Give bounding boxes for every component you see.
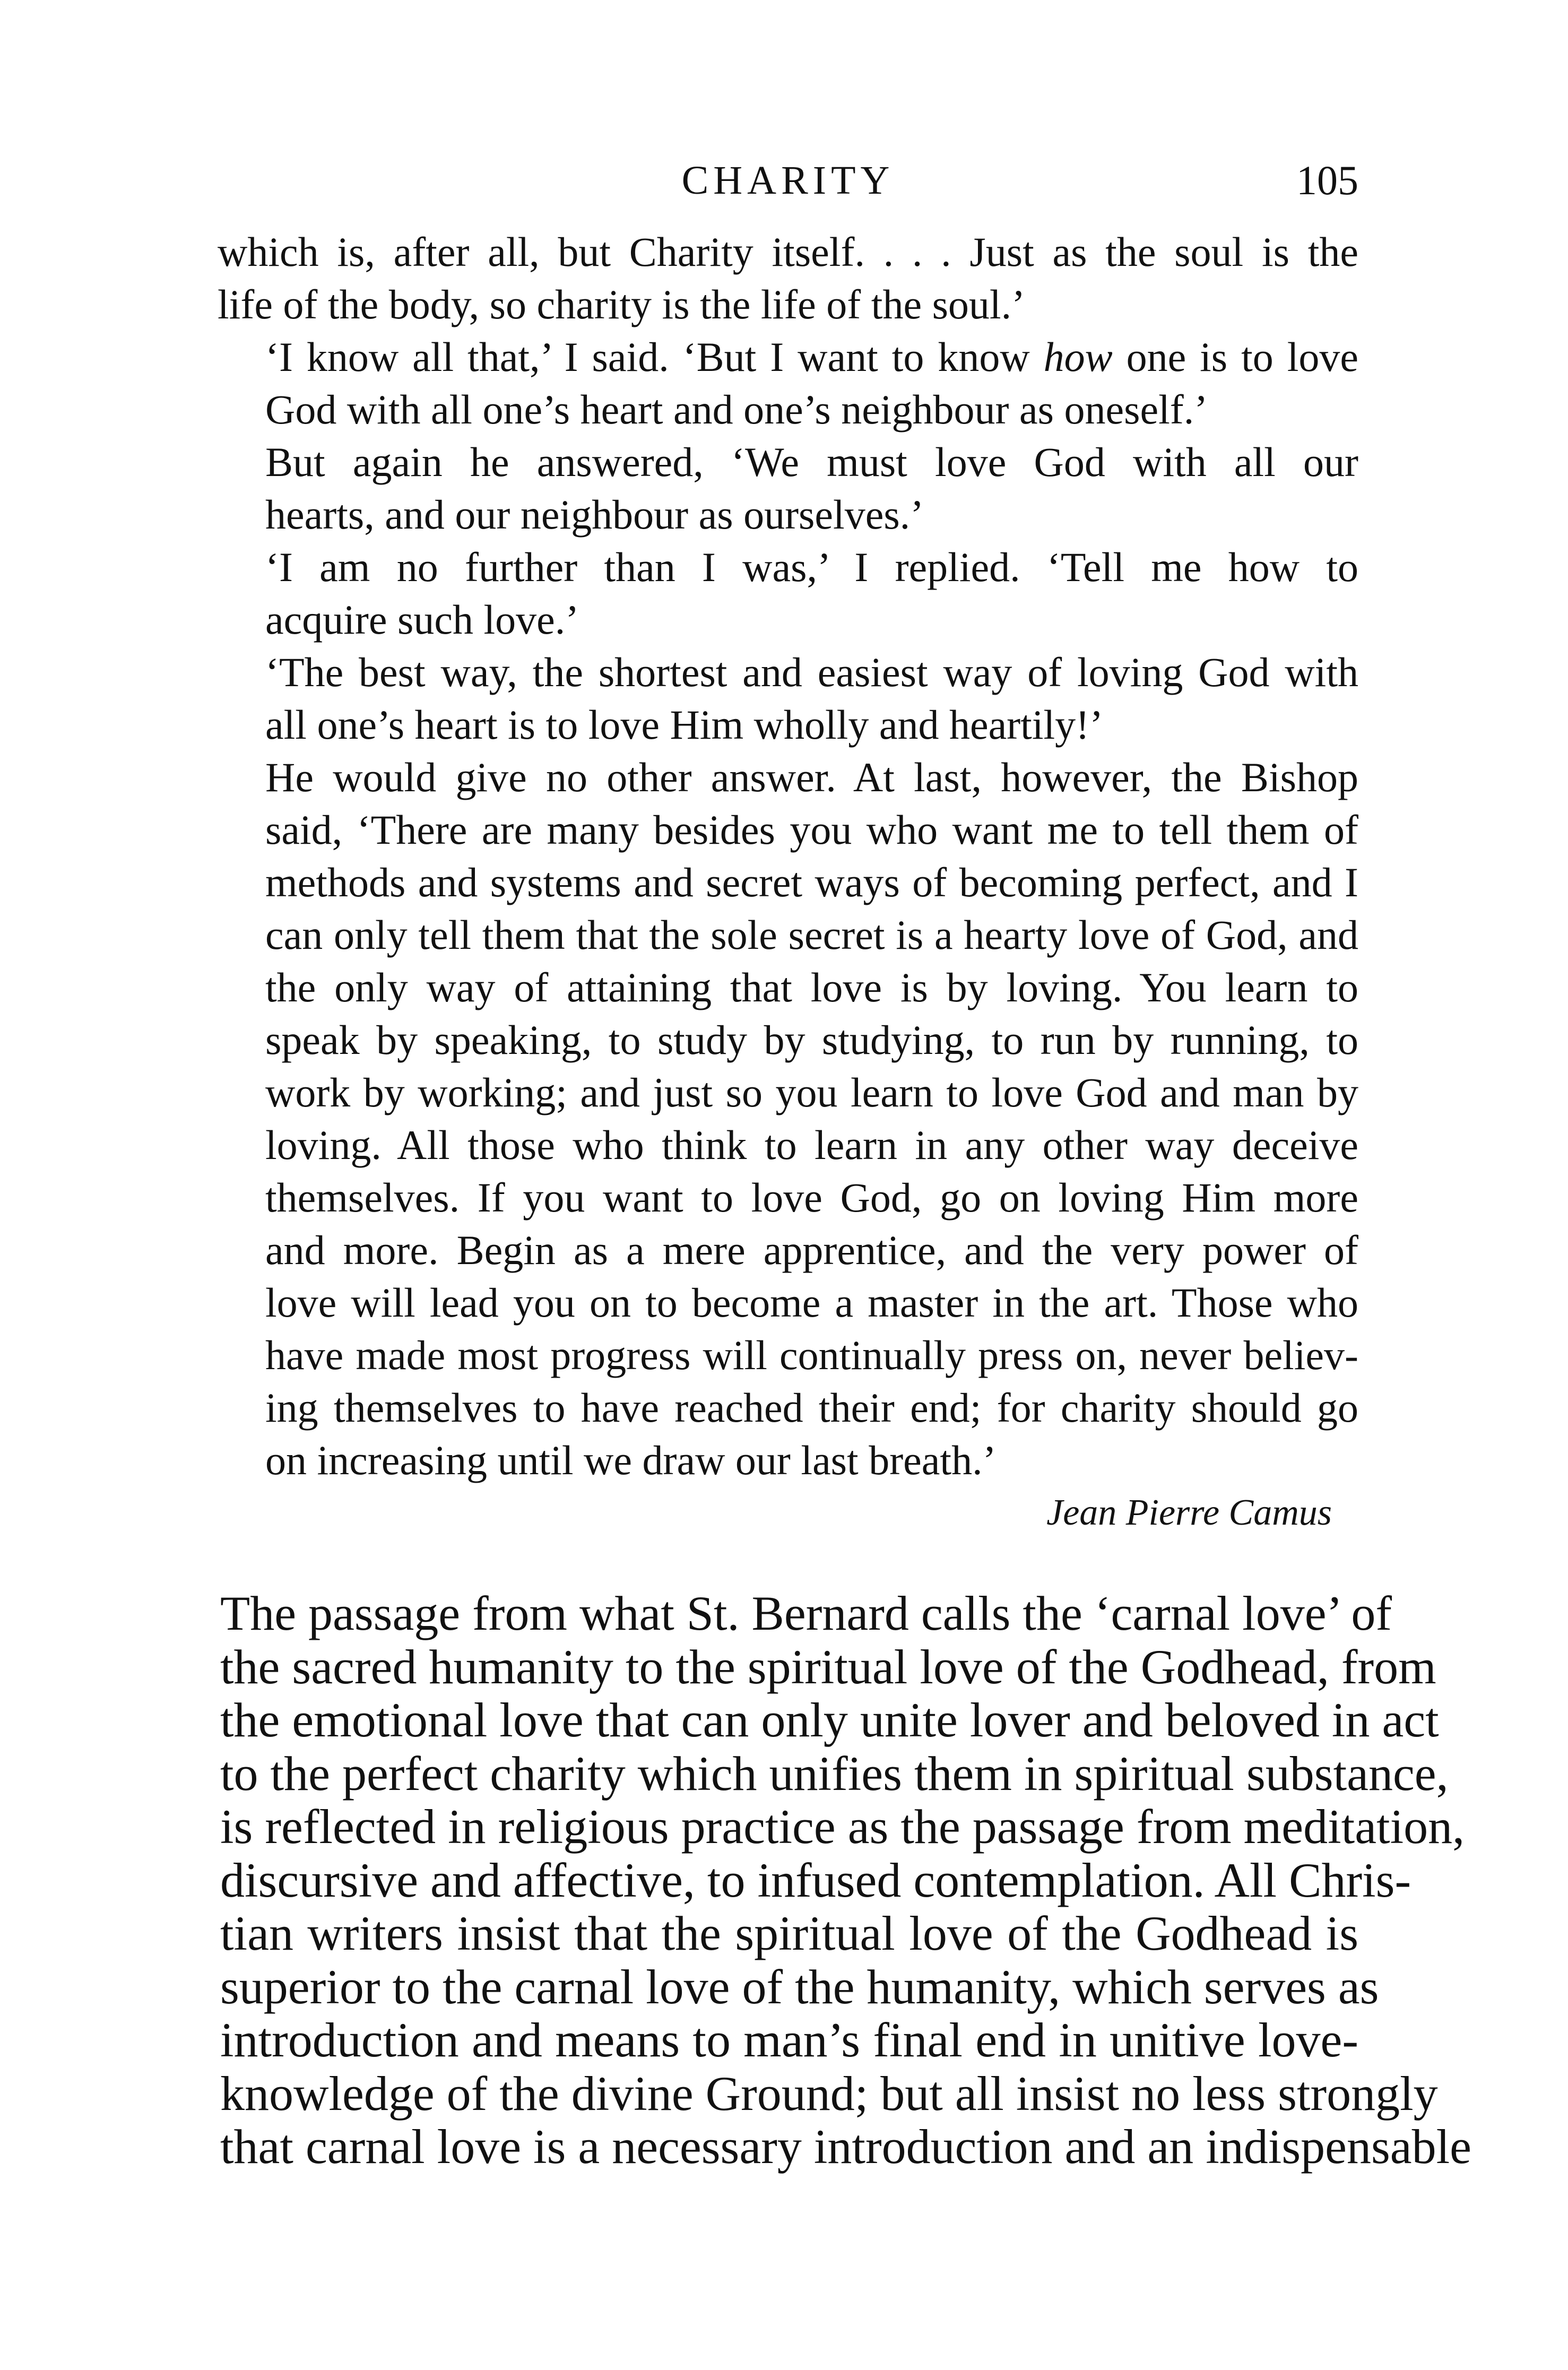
body-line: knowledge of the divine Ground; but all insist no less strongly [220,2066,1438,2121]
quote-line: acquire such love.’ [265,596,579,643]
body-line: introduction and means to man’s final end in unitive love- [220,2013,1358,2067]
emphasis: how [1043,334,1113,380]
body-line: The passage from what St. Bernard calls the ‘carnal love’ of [220,1586,1392,1640]
quote-line: have made most progress will continually press on, never believ- [265,1332,1358,1378]
quote-paragraph [218,226,1358,331]
quote-paragraph [218,751,1358,1486]
body-line: to the perfect charity which unifies them in spiritual substance, [220,1746,1449,1801]
quote-line: ‘I know all that,’ I said. ‘But I want to know how one is to love [265,334,1359,380]
quote-line: on increasing until we draw our last breath.’ [265,1437,997,1483]
quote-line: ‘The best way, the shortest and easiest way of loving God with [265,649,1358,695]
quote-line: ing themselves to have reached their end; for charity should go [265,1385,1358,1431]
quote-line: loving. All those who think to learn in any other way deceive [265,1122,1358,1168]
page-number: 105 [1296,157,1358,203]
quote-line: and more. Begin as a mere apprentice, and the very power of [265,1227,1358,1273]
quote-line: which is, after all, but Charity itself. . . . Just as the soul is the [218,229,1358,275]
quote-line: themselves. If you want to love God, go on loving Him more [265,1174,1358,1221]
quotation-block [218,226,1358,1539]
quote-line: work by working; and just so you learn to love God and man by [265,1069,1358,1115]
quote-paragraph [218,436,1358,541]
body-line: the sacred humanity to the spiritual love of the Godhead, from [220,1639,1436,1694]
body-line: discursive and affective, to infused contemplation. All Chris- [220,1853,1411,1907]
running-head [218,151,1358,210]
body-line: tian writers insist that the spiritual love of the Godhead is [220,1906,1358,1960]
quote-line: speak by speaking, to study by studying, to run by running, to [265,1017,1358,1063]
body-paragraph [175,1586,1471,2174]
body-line: superior to the carnal love of the humanity, which serves as [220,1959,1379,2014]
quote-line: He would give no other answer. At last, however, the Bishop [265,754,1358,800]
body-line: that carnal love is a necessary introduction and an indispensable [220,2120,1471,2174]
quote-line: the only way of attaining that love is by loving. You learn to [265,964,1358,1010]
quote-line: love will lead you on to become a master in the art. Those who [265,1279,1358,1326]
quote-line: methods and systems and secret ways of becoming perfect, and I [265,859,1358,905]
quote-line: hearts, and our neighbour as ourselves.’ [265,491,924,538]
quote-line: all one’s heart is to love Him wholly and heartily!’ [265,702,1104,748]
quote-paragraph [218,646,1358,751]
quote-line: can only tell them that the sole secret is a hearty love of God, and [265,912,1358,958]
quote-paragraph [218,331,1358,436]
quote-line: God with all one’s heart and one’s neighbour as oneself.’ [265,386,1208,433]
quote-line: ‘I am no further than I was,’ I replied. ‘Tell me how to [265,544,1358,590]
quote-line: life of the body, so charity is the life of the soul.’ [218,281,1026,327]
quote-attribution: Jean Pierre Camus [1046,1492,1332,1533]
body-text [175,1586,1471,2174]
body-line: is reflected in religious practice as the passage from meditation, [220,1800,1465,1854]
quote-paragraph [218,541,1358,646]
running-title: CHARITY [681,158,895,203]
body-line: the emotional love that can only unite lover and beloved in act [220,1693,1439,1747]
quote-line: But again he answered, ‘We must love God with all our [265,439,1358,485]
quote-line: said, ‘There are many besides you who want me to tell them of [265,807,1358,853]
